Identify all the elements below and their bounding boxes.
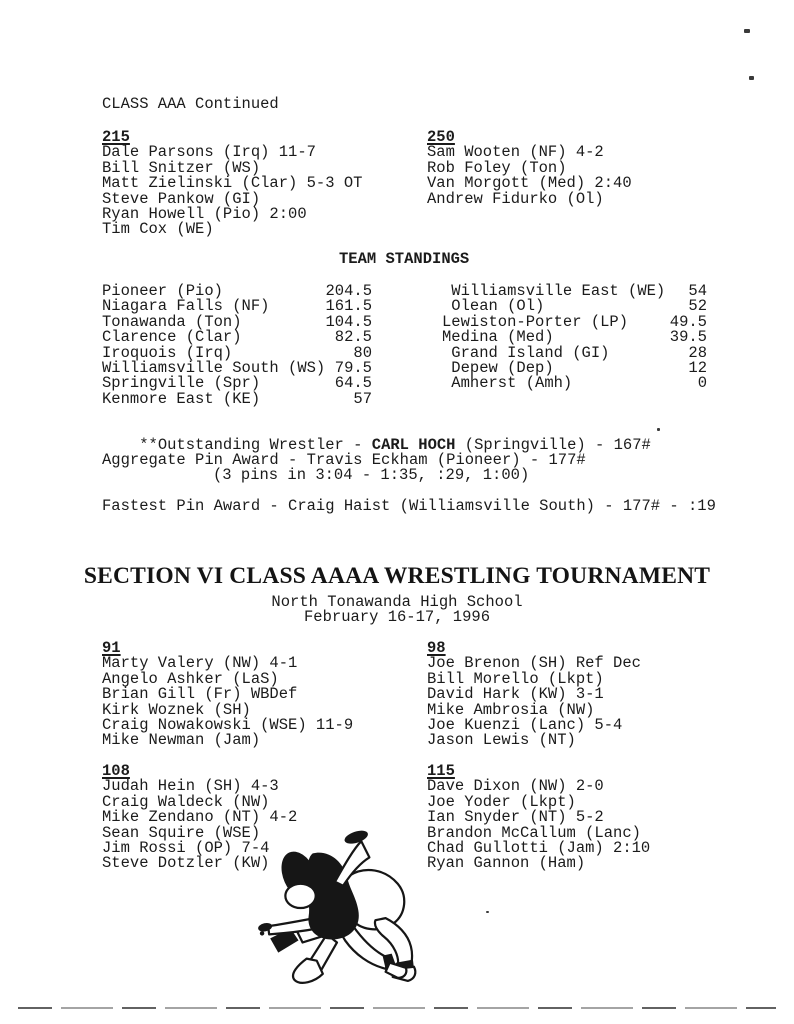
standings-team: Iroquois (Irq) bbox=[102, 343, 233, 362]
wrestler-entry: Ian Snyder (NT) 5-2 bbox=[427, 808, 604, 827]
wrestler-entry: Jim Rossi (OP) 7-4 bbox=[102, 839, 270, 858]
standings-team: Depew (Dep) bbox=[442, 359, 554, 378]
weight-class-215-header: 215 bbox=[102, 128, 130, 146]
weight-class-215-entries bbox=[102, 145, 427, 237]
weight-class-115-entries bbox=[427, 779, 752, 871]
scan-speck bbox=[749, 76, 754, 80]
standings-team: Olean (Ol) bbox=[442, 297, 545, 316]
wrestler-entry: Angelo Ashker (LaS) bbox=[102, 669, 279, 688]
wrestler-entry: Craig Nowakowski (WSE) 11-9 bbox=[102, 716, 354, 735]
standings-right-column bbox=[442, 284, 707, 407]
wrestler-entry: Dave Dixon (NW) 2-0 bbox=[427, 777, 604, 796]
standings-points: 39.5 bbox=[669, 328, 707, 347]
page-bottom-edge-line bbox=[18, 1007, 776, 1009]
weight-class-98-header: 98 bbox=[427, 639, 446, 657]
aaaa-school-subtitle: North Tonawanda High School bbox=[271, 593, 523, 611]
standings-points: 79.5 bbox=[334, 359, 372, 378]
wrestler-entry: Sam Wooten (NF) 4-2 bbox=[427, 143, 604, 162]
standings-points: 80 bbox=[353, 343, 372, 362]
wrestler-entry: Joe Yoder (Lkpt) bbox=[427, 792, 576, 811]
scan-speck bbox=[744, 29, 750, 33]
aggregate-pin-award-line2: (3 pins in 3:04 - 1:35, :29, 1:00) bbox=[213, 466, 530, 484]
scan-speck bbox=[657, 428, 660, 431]
weight-class-91-header: 91 bbox=[102, 639, 121, 657]
standings-points: 52 bbox=[688, 297, 707, 316]
wrestler-entry: Joe Brenon (SH) Ref Dec bbox=[427, 654, 641, 673]
fastest-pin-award-line: Fastest Pin Award - Craig Haist (Williamsville South) - 177# - :19 bbox=[102, 497, 716, 515]
aaa-weight-classes bbox=[102, 130, 752, 238]
weight-class-91 bbox=[102, 641, 427, 749]
standings-points: 0 bbox=[697, 374, 707, 393]
wrestler-entry: Mike Ambrosia (NW) bbox=[427, 700, 595, 719]
standings-team: Williamsville East (WE) bbox=[442, 282, 666, 300]
aggregate-pin-award-line1: Aggregate Pin Award - Travis Eckham (Pioneer) - 177# bbox=[102, 451, 586, 469]
wrestler-entry: Rob Foley (Ton) bbox=[427, 158, 567, 177]
standings-points: 49.5 bbox=[669, 312, 707, 331]
wrestler-entry: Bill Snitzer (WS) bbox=[102, 158, 261, 177]
wrestler-entry: Bill Morello (Lkpt) bbox=[427, 669, 604, 688]
standings-points: 57 bbox=[353, 389, 372, 408]
weight-class-98-entries bbox=[427, 656, 752, 748]
standings-team: Amherst (Amh) bbox=[442, 374, 573, 393]
wrestler-entry: Mike Newman (Jam) bbox=[102, 731, 261, 750]
weight-class-115-header: 115 bbox=[427, 762, 455, 780]
weight-class-250-entries bbox=[427, 145, 752, 207]
wrestler-entry: Chad Gullotti (Jam) 2:10 bbox=[427, 839, 651, 858]
wrestler-entry: Tim Cox (WE) bbox=[102, 220, 214, 239]
standings-row bbox=[102, 389, 372, 408]
outstanding-award-suffix: (Springville) - 167# bbox=[455, 436, 651, 455]
wrestler-entry: Jason Lewis (NT) bbox=[427, 731, 576, 750]
standings-team: Tonawanda (Ton) bbox=[102, 312, 242, 331]
weight-class-215 bbox=[102, 130, 427, 238]
standings-team: Springville (Spr) bbox=[102, 374, 261, 393]
standings-team: Medina (Med) bbox=[442, 328, 554, 347]
aaaa-weight-classes-row2 bbox=[102, 764, 752, 872]
wrestler-entry: Ryan Howell (Pio) 2:00 bbox=[102, 205, 307, 224]
standings-team: Kenmore East (KE) bbox=[102, 389, 261, 408]
wrestler-entry: Steve Dotzler (KW) bbox=[102, 854, 270, 873]
weight-class-108-header: 108 bbox=[102, 762, 130, 780]
standings-left-column bbox=[102, 284, 372, 407]
scan-speck bbox=[486, 911, 489, 913]
standings-team: Grand Island (GI) bbox=[442, 343, 610, 362]
standings-points: 64.5 bbox=[334, 374, 372, 393]
standings-points: 54 bbox=[688, 282, 707, 300]
standings-points: 28 bbox=[688, 343, 707, 362]
team-standings bbox=[102, 284, 707, 407]
continued-header: CLASS AAA Continued bbox=[102, 95, 279, 113]
weight-class-250 bbox=[427, 130, 752, 238]
wrestler-entry: Sean Squire (WSE) bbox=[102, 823, 261, 842]
outstanding-award-name: CARL HOCH bbox=[371, 436, 456, 455]
wrestlers-illustration bbox=[256, 825, 418, 987]
wrestler-entry: Van Morgott (Med) 2:40 bbox=[427, 174, 632, 193]
aaaa-dates-subtitle: February 16-17, 1996 bbox=[303, 608, 491, 626]
standings-points: 12 bbox=[688, 359, 707, 378]
standings-team: Williamsville South (WS) bbox=[102, 359, 326, 378]
wrestler-entry: Judah Hein (SH) 4-3 bbox=[102, 777, 279, 796]
standings-team: Pioneer (Pio) bbox=[102, 282, 223, 300]
wrestler-entry: Brian Gill (Fr) WBDef bbox=[102, 685, 298, 704]
aaaa-tournament-title: SECTION VI CLASS AAAA WRESTLING TOURNAMENT bbox=[83, 563, 711, 589]
wrestler-entry: Dale Parsons (Irq) 11-7 bbox=[102, 143, 316, 162]
standings-points: 161.5 bbox=[325, 297, 372, 316]
standings-points: 104.5 bbox=[325, 312, 372, 331]
wrestler-entry: Marty Valery (NW) 4-1 bbox=[102, 654, 298, 673]
wrestler-entry: Matt Zielinski (Clar) 5-3 OT bbox=[102, 174, 363, 193]
standings-points: 82.5 bbox=[334, 328, 372, 347]
wrestler-entry: Kirk Woznek (SH) bbox=[102, 700, 251, 719]
wrestler-entry: Andrew Fidurko (Ol) bbox=[427, 189, 604, 208]
aaaa-weight-classes-row1 bbox=[102, 641, 752, 749]
outstanding-award-prefix: **Outstanding Wrestler - bbox=[139, 436, 372, 455]
standings-team: Niagara Falls (NF) bbox=[102, 297, 270, 316]
standings-team: Lewiston-Porter (LP) bbox=[442, 312, 629, 331]
standings-points: 204.5 bbox=[325, 282, 372, 300]
wrestler-entry: Joe Kuenzi (Lanc) 5-4 bbox=[427, 716, 623, 735]
standings-team: Clarence (Clar) bbox=[102, 328, 242, 347]
standings-row bbox=[442, 376, 707, 391]
wrestler-entry: Mike Zendano (NT) 4-2 bbox=[102, 808, 298, 827]
wrestler-entry: Craig Waldeck (NW) bbox=[102, 792, 270, 811]
wrestler-entry: David Hark (KW) 3-1 bbox=[427, 685, 604, 704]
weight-class-250-header: 250 bbox=[427, 128, 455, 146]
wrestler-entry: Steve Pankow (GI) bbox=[102, 189, 261, 208]
team-standings-title: TEAM STANDINGS bbox=[339, 250, 470, 268]
weight-class-98 bbox=[427, 641, 752, 749]
weight-class-115 bbox=[427, 764, 752, 872]
weight-class-91-entries bbox=[102, 656, 427, 748]
wrestler-entry: Ryan Gannon (Ham) bbox=[427, 854, 586, 873]
wrestler-entry: Brandon McCallum (Lanc) bbox=[427, 823, 641, 842]
